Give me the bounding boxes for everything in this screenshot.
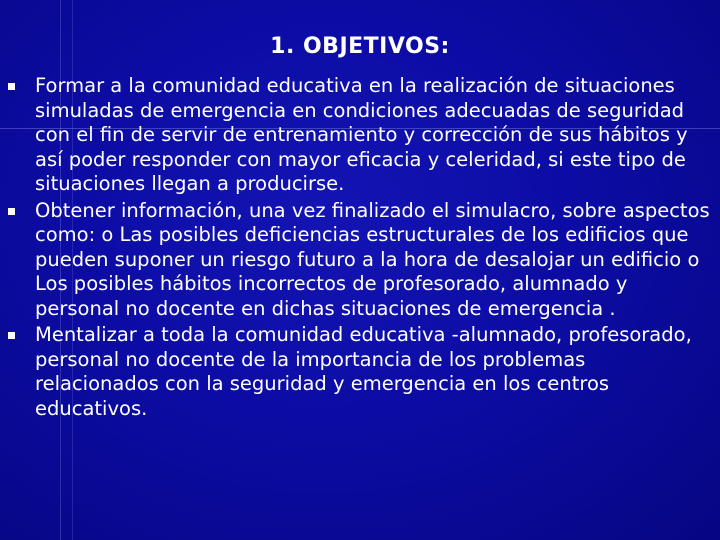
bullet-list — [8, 74, 712, 423]
bullet-item — [8, 199, 712, 322]
bullet-text: Formar a la comunidad educativa en la realización de situaciones simuladas de emergencia en condiciones adecuadas de seguridad con el fin de servir de entrenamiento y corrección de sus hábitos y así poder responder con mayor eficacia y celeridad, si este tipo de situaciones llegan a producirse. — [35, 74, 688, 195]
bullet-item — [8, 74, 712, 197]
square-bullet-icon — [8, 83, 15, 90]
bullet-text: Obtener información, una vez finalizado el simulacro, sobre aspectos como: o Las posibles deficiencias estructurales de los edificios que pueden suponer un riesgo futuro a la hora de desalojar un edificio o Los posibles hábitos incorrectos de profesorado, alumnado y personal no docente en dichas situaciones de emergencia . — [35, 198, 710, 320]
square-bullet-icon — [8, 332, 15, 339]
slide-title — [0, 34, 720, 59]
bullet-text: Mentalizar a toda la comunidad educativa -alumnado, profesorado, personal no docente de la importancia de los problemas relacionados con la seguridad y emergencia en los centros educativos. — [35, 323, 692, 420]
bullet-item — [8, 323, 712, 421]
slide-title-text: 1. OBJETIVOS: — [270, 34, 450, 59]
square-bullet-icon — [8, 208, 15, 215]
